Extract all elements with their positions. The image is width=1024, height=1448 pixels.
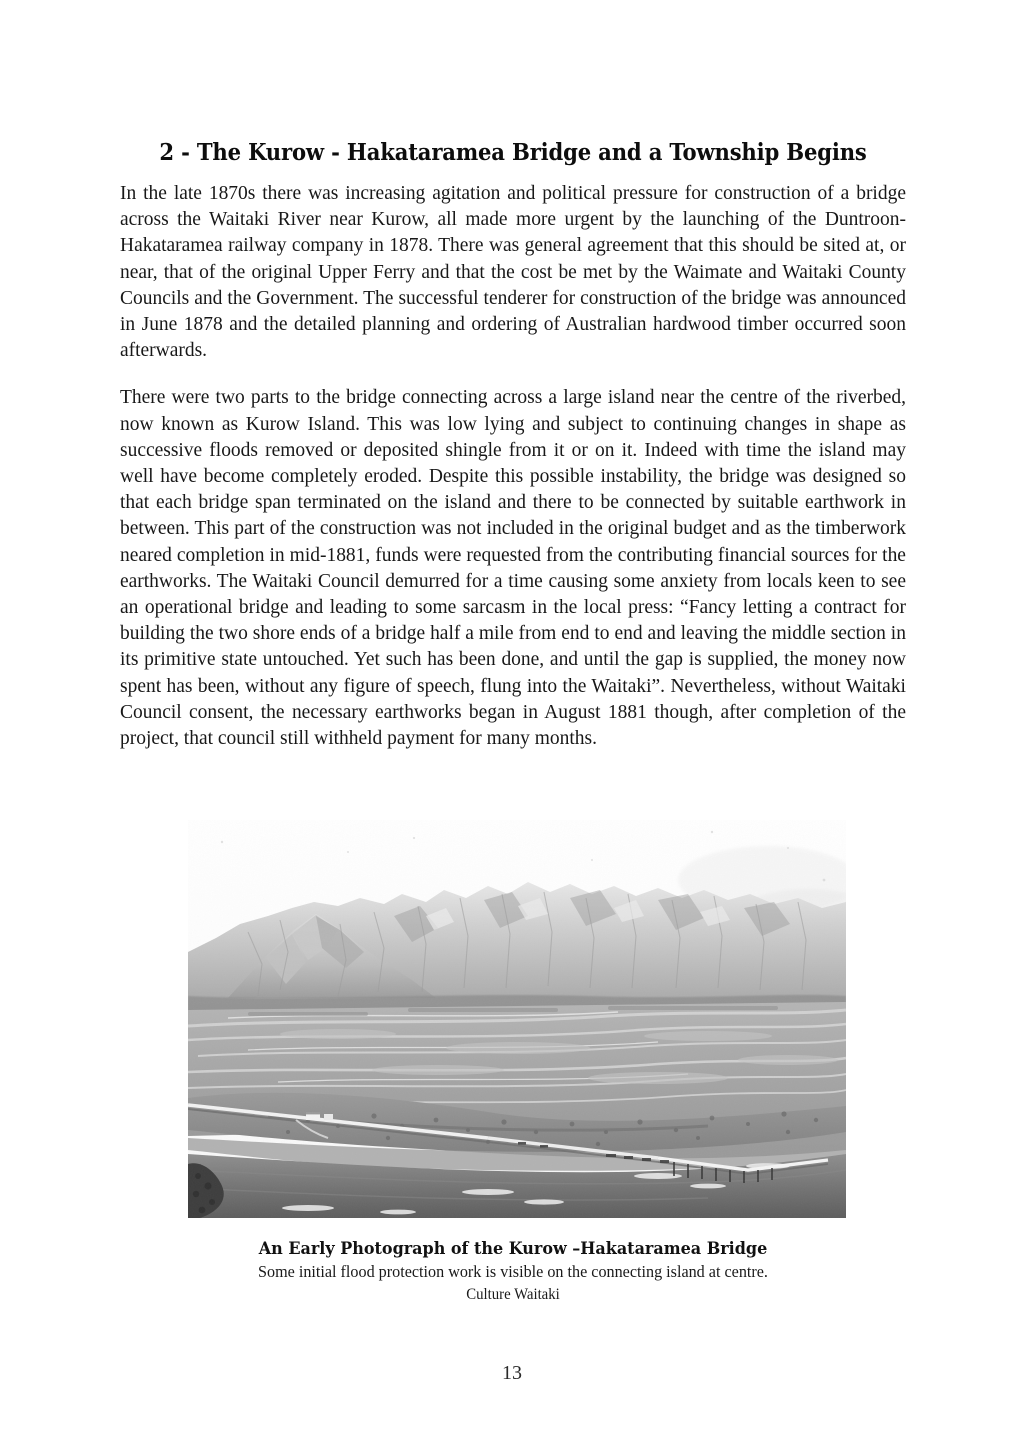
caption-description: Some initial flood protection work is visible on the connecting island at centre.	[258, 1262, 768, 1281]
figure-caption	[120, 1238, 906, 1305]
figure-historic-photograph	[188, 820, 846, 1218]
caption-credit: Culture Waitaki	[466, 1286, 560, 1303]
photograph-kurow-hakataramea-bridge	[188, 820, 846, 1218]
caption-title: An Early Photograph of the Kurow –Hakataramea Bridge	[258, 1239, 768, 1259]
page-number: 13	[502, 1362, 522, 1384]
page-title: 2 - The Kurow - Hakataramea Bridge and a Township Begins	[159, 137, 867, 166]
paragraph-2: There were two parts to the bridge connecting across a large island near the centre of the riverbed, now known as Kurow Island. This was low lying and subject to continuing changes in shape as successive floods removed or deposited shingle from it or on it. Indeed with time the island may well have become completely eroded. Despite this possible instability, the bridge was designed so that each bridge span terminated on the island and there to be connected by suitable earthwork in between. This part of the construction was not included in the original budget and as the timberwork neared completion in mid-1881, funds were requested from the contributing financial sources for the earthworks. The Waitaki Council demurred for a time causing some anxiety from locals keen to see an operational bridge and leading to some sarcasm in the local press: “Fancy letting a contract for building the two shore ends of a bridge half a mile from end to end and leaving the middle section in its primitive state untouched. Yet such has been done, and until the gap is supplied, the money now spent has been, without any figure of speech, flung into the Waitaki”. Nevertheless, without Waitaki Council consent, the necessary earthworks began in August 1881 though, after completion of the project, that council still withheld payment for many months.	[120, 386, 906, 750]
body-text-column	[120, 180, 906, 751]
paragraph-1: In the late 1870s there was increasing agitation and political pressure for construction of a bridge across the Waitaki River near Kurow, all made more urgent by the launching of the Duntroon-Hakataramea railway company in 1878. There was general agreement that this should be sited at, or near, that of the original Upper Ferry and that the cost be met by the Waimate and Waitaki County Councils and the Government. The successful tenderer for construction of the bridge was announced in June 1878 and the detailed planning and ordering of Australian hardwood timber occurred soon afterwards.	[120, 182, 906, 362]
